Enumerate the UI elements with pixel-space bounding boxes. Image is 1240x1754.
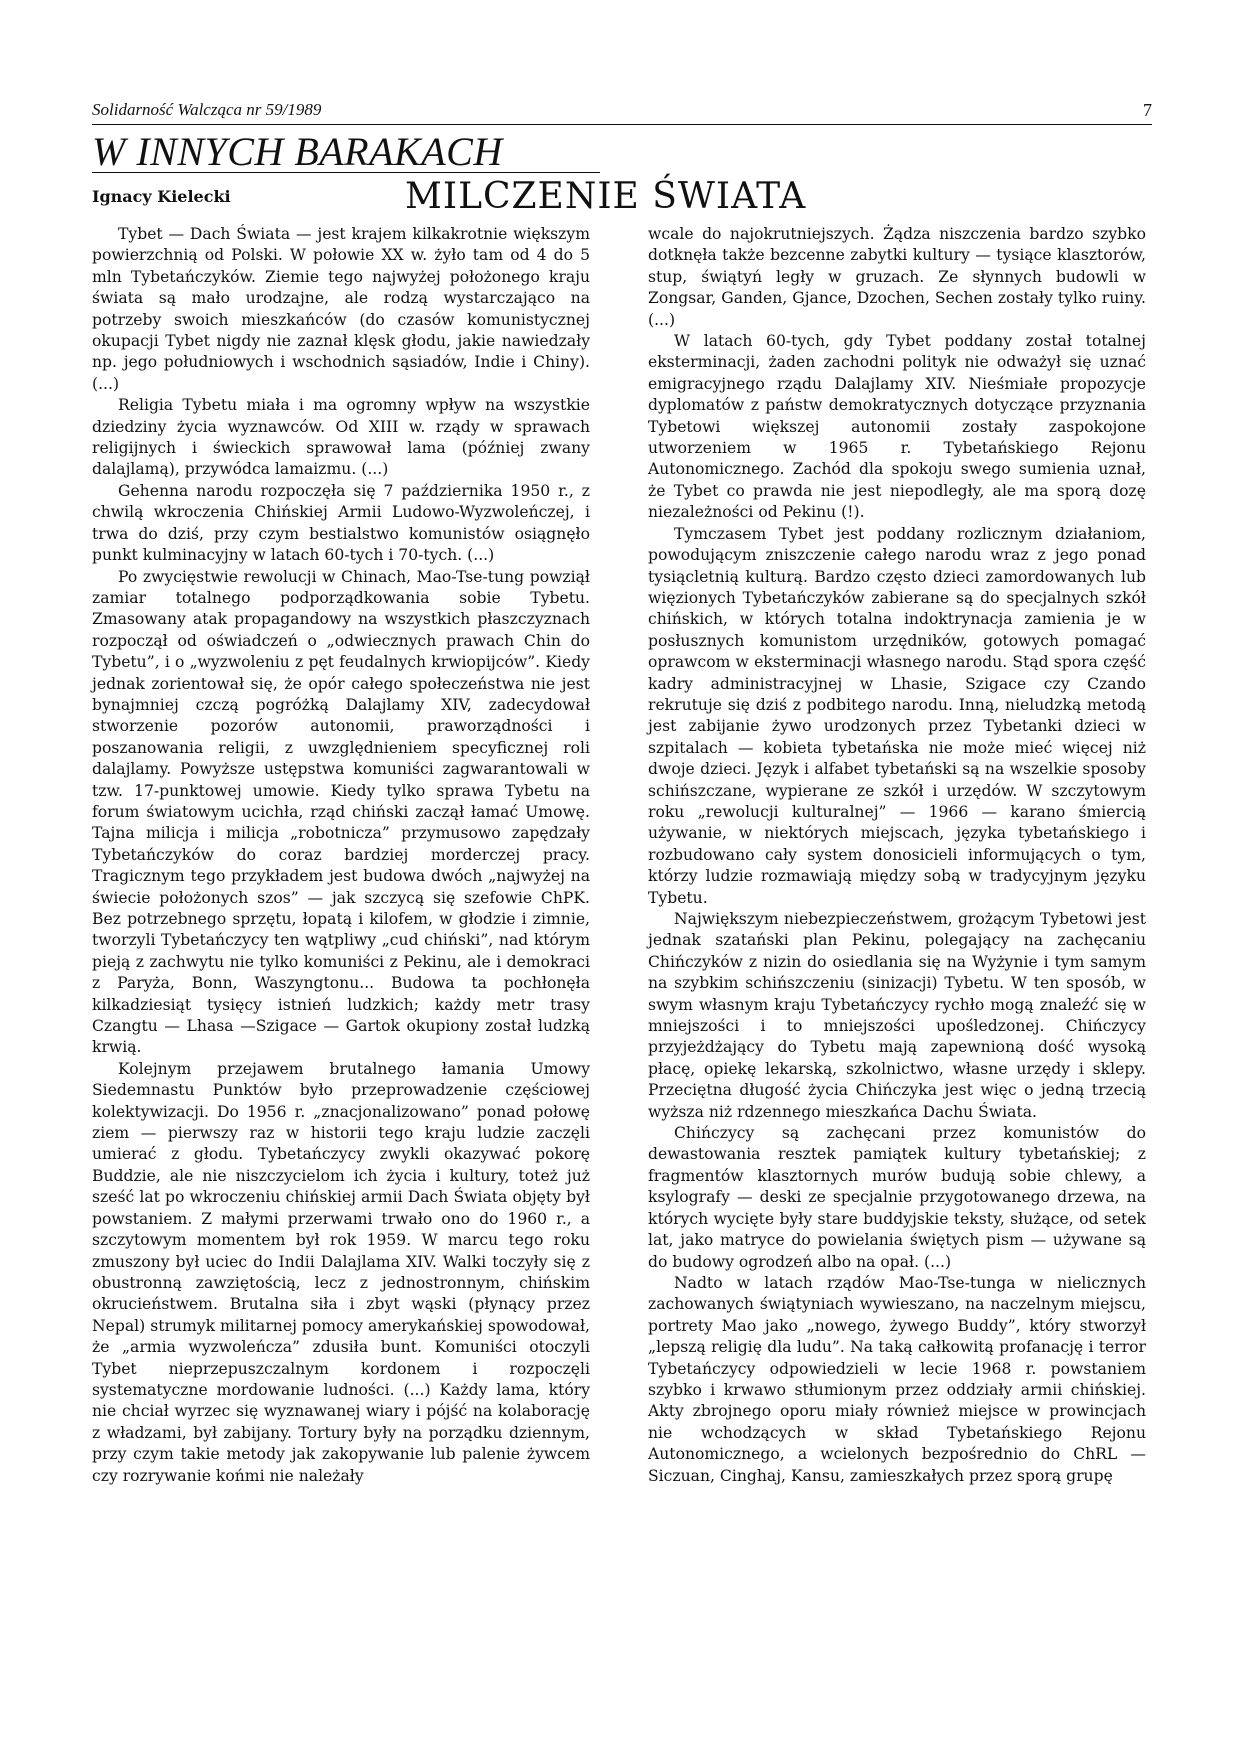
paragraph: Chińczycy są zachęcani przez komunistów do dewastowania resztek pamiątek kultury tybetańskiej; z fragmentów klasztornych murów budują sobie chlewy, a ksylografy — deski ze specjalnie przygotowanego drzewa, na których wycięte były stare buddyjskie teksty, służące, od setek lat, jako matryce do powielania świętych pism — używane są do budowy ogrodzeń albo na opał. (...) [648, 1124, 1146, 1271]
section-title: W INNYCH BARAKACH [92, 129, 503, 174]
header-rule [92, 124, 1152, 125]
paragraph: Największym niebezpieczeństwem, grożącym Tybetowi jest jednak szatański plan Pekinu, polegający na zachęcaniu Chińczyków z nizin do osiedlania się na Wyżynie i tym samym na szybkim schińszczeniu (sinizacji) Tybetu. W ten sposób, w swym własnym kraju Tybetańczycy rychło mogą znaleźć się w mniejszości i to mniejszości upośledzonej. Chińczycy przyjeżdżający do Tybetu mają zapewnioną dość wysoką płacę, opiekę lekarską, szkolnictwo, własne urzędy i sklepy. Przeciętna długość życia Chińczyka jest więc o jedną trzecią wyższa niż rdzennego mieszkańca Dachu Świata. [648, 910, 1146, 1121]
paragraph: Gehenna narodu rozpoczęła się 7 października 1950 r., z chwilą wkroczenia Chińskiej Armii Ludowo-Wyzwoleńczej, i trwa do dziś, przy czym bestialstwo komunistów osiągnęło punkt kulminacyjny w latach 60-tych i 70-tych. (...) [92, 481, 590, 565]
paragraph: W latach 60-tych, gdy Tybet poddany został totalnej eksterminacji, żaden zachodni polityk nie odważył się uznać emigracyjnego rządu Dalajlamy XIV. Nieśmiałe propozycje dyplomatów z państw demokratycznych dotyczące przyznania Tybetowi większej autonomii zostały zaspokojone utworzeniem w 1965 r. Tybetańskiego Rejonu Autonomicznego. Zachód dla spokoju swego sumienia uznał, że Tybet co prawda nie jest niepodległy, ale ma sporą dozę niezależności od Pekinu (!). [648, 332, 1146, 522]
article-column-right [648, 224, 1146, 1487]
publication-name: Solidarność Walcząca nr 59/1989 [92, 100, 322, 119]
paragraph: Po zwycięstwie rewolucji w Chinach, Mao-Tse-tung powziął zamiar totalnego podporządkowania sobie Tybetu. Zmasowany atak propagandowy na wszystkich płaszczyznach rozpoczął od oświadczeń o „odwiecznych prawach Chin do Tybetu”, i o „wyzwoleniu z pęt feudalnych krwiopijców”. Kiedy jednak zorientował się, że opór całego społeczeństwa nie jest bynajmniej czczą pogróżką Dalajlamy XIV, zadecydował stworzenie pozorów autonomii, praworządności i poszanowania religii, z uwzględnieniem specyficznej roli dalajlamy. Powyższe ustępstwa komuniści zagwarantowali w tzw. 17-punktowej umowie. Kiedy tylko sprawa Tybetu na forum światowym ucichła, rząd chiński zaczął łamać Umowę. Tajna milicja i milicja „robotnicza” przymusowo zapędzały Tybetańczyków do coraz bardziej morderczej pracy. Tragicznym tego przykładem jest budowa dwóch „najwyżej na świecie położonych szos” — jak szczycą się szefowie ChPK. Bez potrzebnego sprzętu, łopatą i kilofem, w głodzie i zimnie, tworzyli Tybetańczycy ten wątpliwy „cud chiński”, nad którym pieją z zachwytu nie tylko komuniści z Pekinu, ale i demokraci z Paryża, Bonn, Waszyngtonu... Budowa ta pochłonęła kilkadziesiąt tysięcy istnień ludzkich; każdy metr trasy Czangtu — Lhasa —Szigace — Gartok okupiony został ludzką krwią. [92, 567, 590, 1057]
paragraph-continued: wcale do najokrutniejszych. Żądza niszczenia bardzo szybko dotknęła także bezcenne zabytki kultury — tysiące klasztorów, stup, świątyń legły w gruzach. Ze słynnych budowli w Zongsar, Ganden, Gjance, Dzochen, Sechen zostały tylko ruiny. (...) [648, 225, 1146, 329]
section-title-underline [92, 172, 600, 173]
article-column-left [92, 224, 590, 1487]
paragraph: Kolejnym przejawem brutalnego łamania Umowy Siedemnastu Punktów było przeprowadzenie częściowej kolektywizacji. Do 1956 r. „znacjonalizowano” ponad połowę ziem — pierwszy raz w historii tego kraju ludzie zaczęli umierać z głodu. Tybetańczycy zwykli okazywać pokorę Buddzie, ale nie niszczycielom ich życia i kultury, toteż już sześć lat po wkroczeniu chińskiej armii Dach Świata objęty był powstaniem. Z małymi przerwami trwało ono do 1960 r., a szczytowym momentem był rok 1959. W marcu tego roku zmuszony był uciec do Indii Dalajlama XIV. Walki toczyły się z obustronną zawziętością, lecz z jednostronnym, chińskim okrucieństwem. Brutalna siła i zbyt wąski (płynący przez Nepal) strumyk militarnej pomocy amerykańskiej spowodował, że „armia wyzwoleńcza” zdusiła bunt. Komuniści otoczyli Tybet nieprzepuszczalnym kordonem i rozpoczęli systematyczne mordowanie ludności. (...) Każdy lama, który nie chciał wyrzec się wyznawanej wiary i pójść na kolaborację z władzami, był zabijany. Tortury były na porządku dziennym, przy czym takie metody jak zakopywanie lub palenie żywcem czy rozrywanie końmi nie należały [92, 1059, 590, 1485]
paragraph: Nadto w latach rządów Mao-Tse-tunga w nielicznych zachowanych świątyniach wywieszano, na naczelnym miejscu, portrety Mao jako „nowego, żywego Buddy”, który stworzył „lepszą religię dla ludu”. Na taką całkowitą profanację i terror Tybetańczycy odpowiedzieli w lecie 1968 r. powstaniem szybko i krwawo stłumionym przez oddziały armii chińskiej. Akty zbrojnego oporu miały również miejsce w prowincjach nie wchodzących w skład Tybetańskiego Rejonu Autonomicznego, a wcielonych bezpośrednio do ChRL — Siczuan, Cinghaj, Kansu, zamieszkałych przez sporą grupę [648, 1273, 1146, 1485]
paragraph: Tybet — Dach Świata — jest krajem kilkakrotnie większym powierzchnią od Polski. W połowie XX w. żyło tam od 4 do 5 mln Tybetańczyków. Ziemie tego najwyżej położonego kraju świata są mało urodzajne, ale rodzą wystarczająco na potrzeby swoich mieszkańców (do czasów komunistycznej okupacji Tybet nigdy nie zaznał klęsk głodu, jakie nawiedzały np. jego południowych i wschodnich sąsiadów, Indie i Chiny). (...) [92, 225, 590, 393]
running-header [92, 100, 1152, 122]
author-name: Ignacy Kielecki [92, 187, 231, 206]
article-headline: MILCZENIE ŚWIATA [405, 176, 807, 217]
paragraph: Tymczasem Tybet jest poddany rozlicznym działaniom, powodującym zniszczenie całego narodu wraz z jego ponad tysiącletnią kulturą. Bardzo często dzieci zamordowanych lub więzionych Tybetańczyków zabierane są do specjalnych szkół chińskich, w których totalna indoktrynacja zamienia je w posłusznych komunistom urzędników, gotowych pomagać oprawcom w eksterminacji własnego narodu. Stąd spora część kadry administracyjnej w Lhasie, Szigace czy Czando rekrutuje się dziś z podbitego narodu. Inną, nieludzką metodą jest zabijanie żywo urodzonych przez Tybetanki dzieci w szpitalach — kobieta tybetańska nie może mieć więcej niż dwoje dzieci. Język i alfabet tybetański są na wszelkie sposoby schińszczane, wypierane ze szkół i urzędów. W szczytowym roku „rewolucji kulturalnej” — 1966 — karano śmiercią używanie, w niektórych miejscach, języka tybetańskiego i rozbudowano cały system donosicieli informujących o tym, którzy ludzie rozmawiają między sobą w tradycyjnym języku Tybetu. [648, 524, 1146, 907]
page-number: 7 [1143, 100, 1152, 120]
paragraph: Religia Tybetu miała i ma ogromny wpływ na wszystkie dziedziny życia wyznawców. Od XIII w. rządy w sprawach religijnych i świeckich sprawował lama (później zwany dalajlamą), przywódca lamaizmu. (...) [92, 396, 590, 479]
